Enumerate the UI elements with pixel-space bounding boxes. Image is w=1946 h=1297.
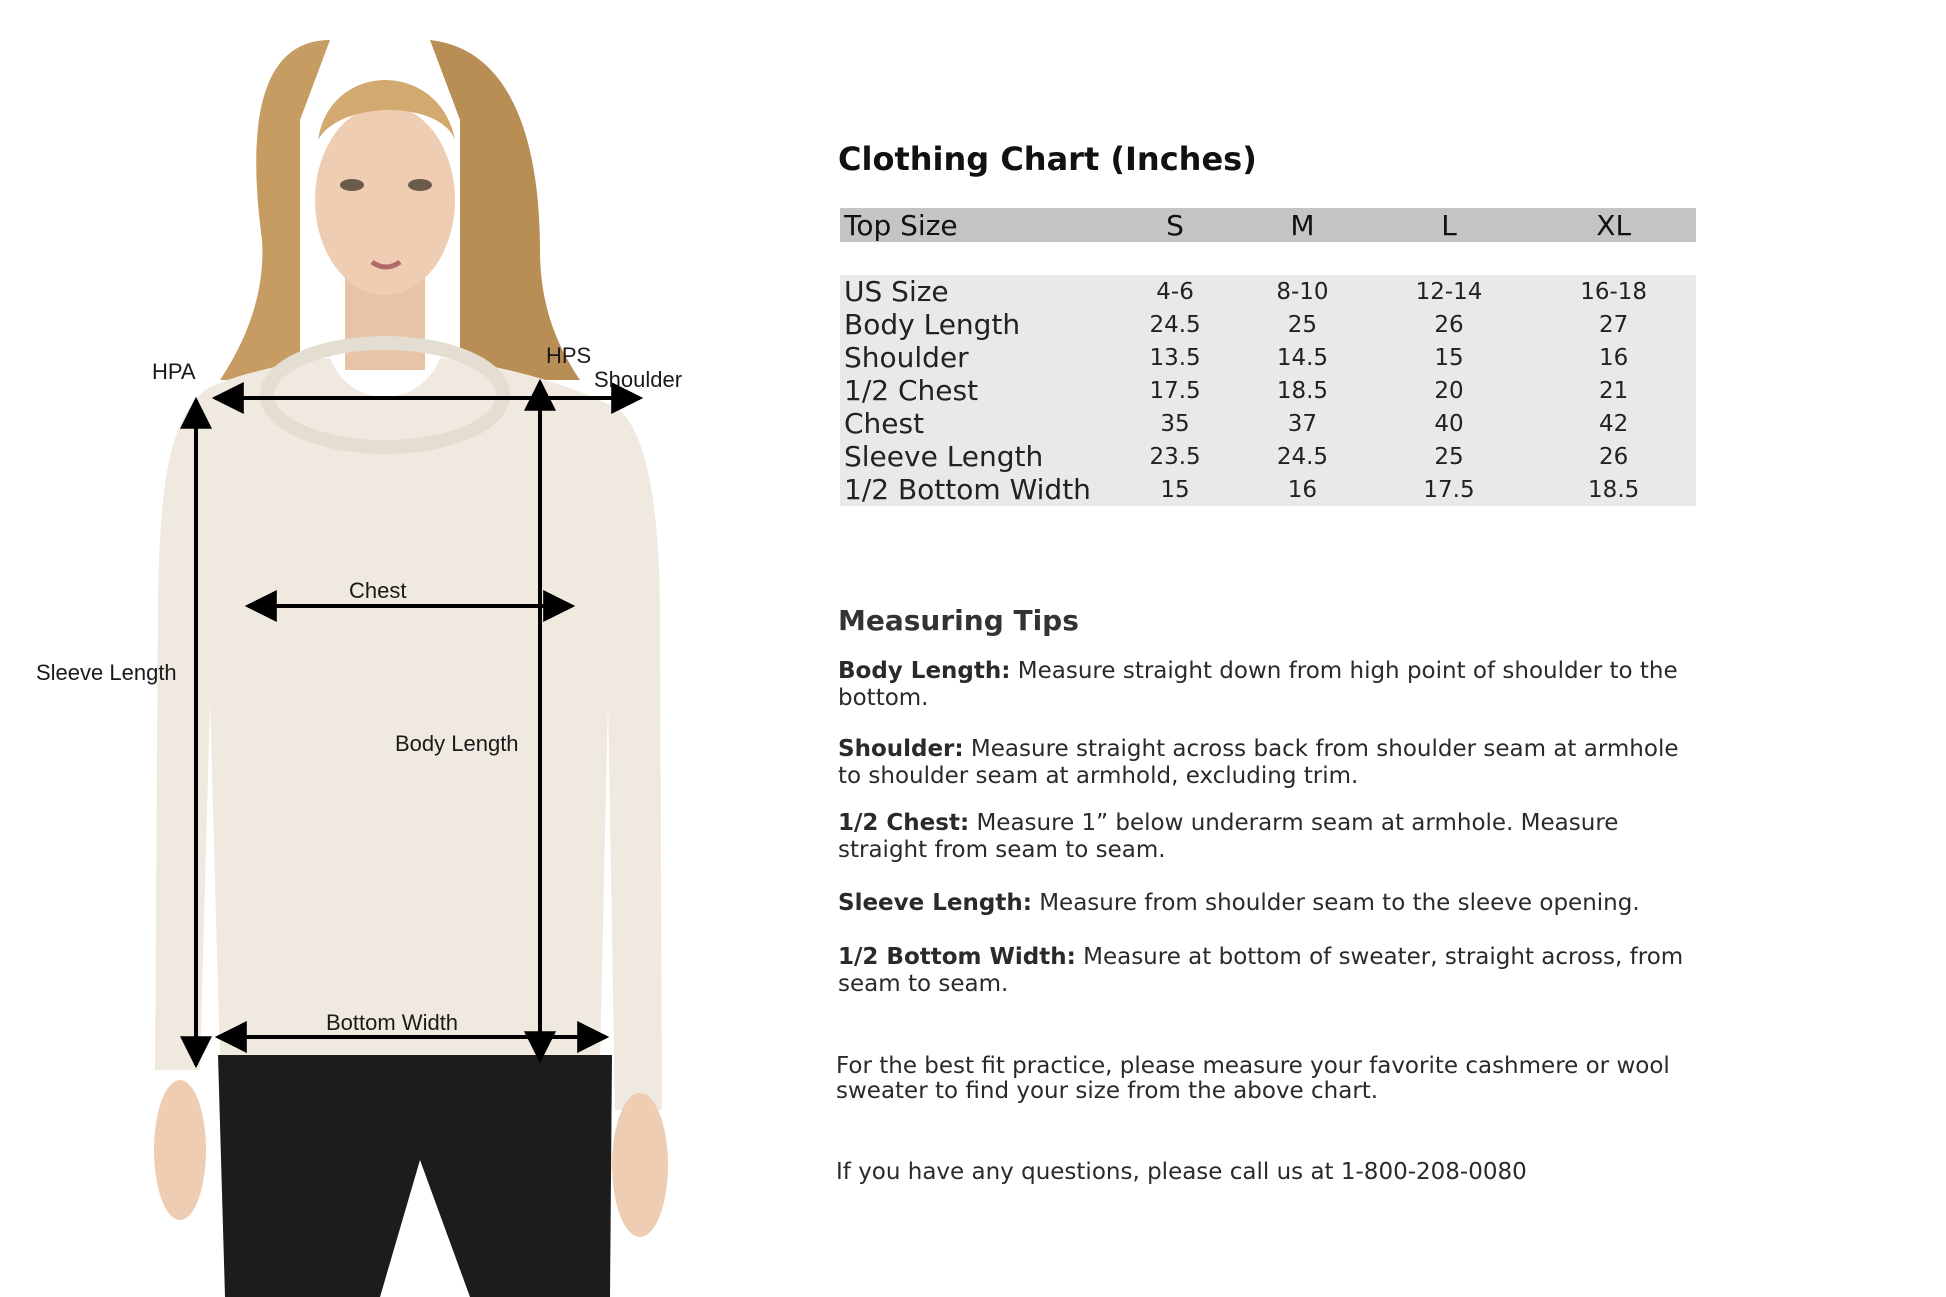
table-header-cell: M bbox=[1238, 208, 1367, 242]
table-row bbox=[840, 308, 1696, 341]
label-shoulder: Shoulder bbox=[594, 367, 683, 392]
table-cell: 35 bbox=[1160, 410, 1190, 437]
row-label: Body Length bbox=[844, 308, 1021, 341]
row-label: 1/2 Bottom Width bbox=[844, 473, 1091, 506]
row-label: Shoulder bbox=[844, 341, 969, 374]
table-row bbox=[840, 275, 1696, 308]
tip-text: Measure straight across back from shoulder seam at armhole to shoulder seam at armhold, excluding trim. bbox=[838, 736, 1679, 789]
table-cell: 16 bbox=[1287, 476, 1318, 503]
table-header-cell: Top Size bbox=[840, 208, 1112, 242]
table-row bbox=[840, 374, 1696, 407]
table-cell: 20 bbox=[1434, 377, 1464, 404]
table-cell: 15 bbox=[1434, 344, 1464, 371]
tip-text: Measure straight down from high point of shoulder to the bottom. bbox=[838, 658, 1678, 711]
label-hpa: HPA bbox=[152, 359, 196, 384]
table-cell: 17.5 bbox=[1423, 476, 1475, 503]
tip-half-chest bbox=[838, 810, 1698, 864]
table-cell: 4-6 bbox=[1156, 278, 1194, 305]
table-cell: 25 bbox=[1287, 311, 1318, 338]
tip-shoulder bbox=[838, 736, 1698, 790]
label-chest: Chest bbox=[349, 578, 407, 603]
label-body-length: Body Length bbox=[395, 731, 519, 756]
table-row bbox=[840, 407, 1696, 440]
tip-text: Measure from shoulder seam to the sleeve opening. bbox=[1031, 890, 1640, 916]
table-header-cell: S bbox=[1112, 208, 1238, 242]
model-illustration bbox=[0, 0, 760, 1297]
pants bbox=[218, 1055, 612, 1297]
table-cell: 26 bbox=[1599, 443, 1629, 470]
model-figure bbox=[0, 0, 760, 1297]
table-cell: 25 bbox=[1434, 443, 1464, 470]
tip-text: Measure 1” below underarm seam at armhole. Measure straight from seam to seam. bbox=[838, 810, 1619, 863]
table-cell: 17.5 bbox=[1149, 377, 1201, 404]
tip-term: 1/2 Chest: bbox=[838, 810, 970, 836]
tip-term: Shoulder: bbox=[838, 736, 964, 762]
table-cell: 18.5 bbox=[1588, 476, 1640, 503]
table-cell: 15 bbox=[1160, 476, 1190, 503]
label-hps: HPS bbox=[546, 343, 592, 368]
table-separator bbox=[840, 242, 1696, 275]
table-cell: 12-14 bbox=[1415, 278, 1483, 305]
tip-text: Measure at bottom of sweater, straight across, from seam to seam. bbox=[838, 944, 1684, 997]
tip-sleeve-length bbox=[838, 890, 1698, 917]
row-label: 1/2 Chest bbox=[844, 374, 979, 407]
separator-cell bbox=[840, 242, 1696, 275]
row-label: US Size bbox=[844, 275, 949, 308]
tip-body-length bbox=[838, 658, 1698, 712]
tips-title: Measuring Tips bbox=[838, 604, 1079, 637]
table-header-cell: L bbox=[1367, 208, 1532, 242]
row-label: Chest bbox=[844, 407, 925, 440]
contact-note: If you have any questions, please call us at 1-800-208-0080 bbox=[836, 1159, 1527, 1185]
table-cell: 14.5 bbox=[1276, 344, 1329, 371]
table-row bbox=[840, 440, 1696, 473]
table-cell: 8-10 bbox=[1276, 278, 1329, 305]
row-label: Sleeve Length bbox=[844, 440, 1044, 473]
table-cell: 16 bbox=[1599, 344, 1629, 371]
table-cell: 40 bbox=[1434, 410, 1464, 437]
table-cell: 23.5 bbox=[1149, 443, 1201, 470]
fit-note: For the best fit practice, please measure your favorite cashmere or wool sweater to find your size from the above chart. bbox=[836, 1053, 1670, 1104]
table-header-row bbox=[840, 208, 1696, 242]
table-cell: 37 bbox=[1287, 410, 1318, 437]
tip-term: Body Length: bbox=[838, 658, 1011, 684]
size-table bbox=[840, 208, 1696, 506]
table-cell: 18.5 bbox=[1276, 377, 1329, 404]
tip-term: Sleeve Length: bbox=[838, 890, 1032, 916]
table-cell: 42 bbox=[1599, 410, 1629, 437]
table-cell: 26 bbox=[1434, 311, 1464, 338]
table-row bbox=[840, 341, 1696, 374]
table-cell: 13.5 bbox=[1149, 344, 1201, 371]
table-cell: 16-18 bbox=[1580, 278, 1648, 305]
table-cell: 24.5 bbox=[1149, 311, 1201, 338]
tip-term: 1/2 Bottom Width: bbox=[838, 944, 1076, 970]
label-bottom-width: Bottom Width bbox=[326, 1010, 459, 1035]
tip-bottom-width bbox=[838, 944, 1698, 998]
table-row bbox=[840, 473, 1696, 506]
table-header-cell: XL bbox=[1531, 208, 1696, 242]
chart-title: Clothing Chart (Inches) bbox=[838, 140, 1257, 178]
label-sleeve-length: Sleeve Length bbox=[36, 660, 177, 685]
table-cell: 27 bbox=[1599, 311, 1629, 338]
hair bbox=[220, 40, 330, 380]
table-cell: 24.5 bbox=[1276, 443, 1329, 470]
table-cell: 21 bbox=[1599, 377, 1629, 404]
